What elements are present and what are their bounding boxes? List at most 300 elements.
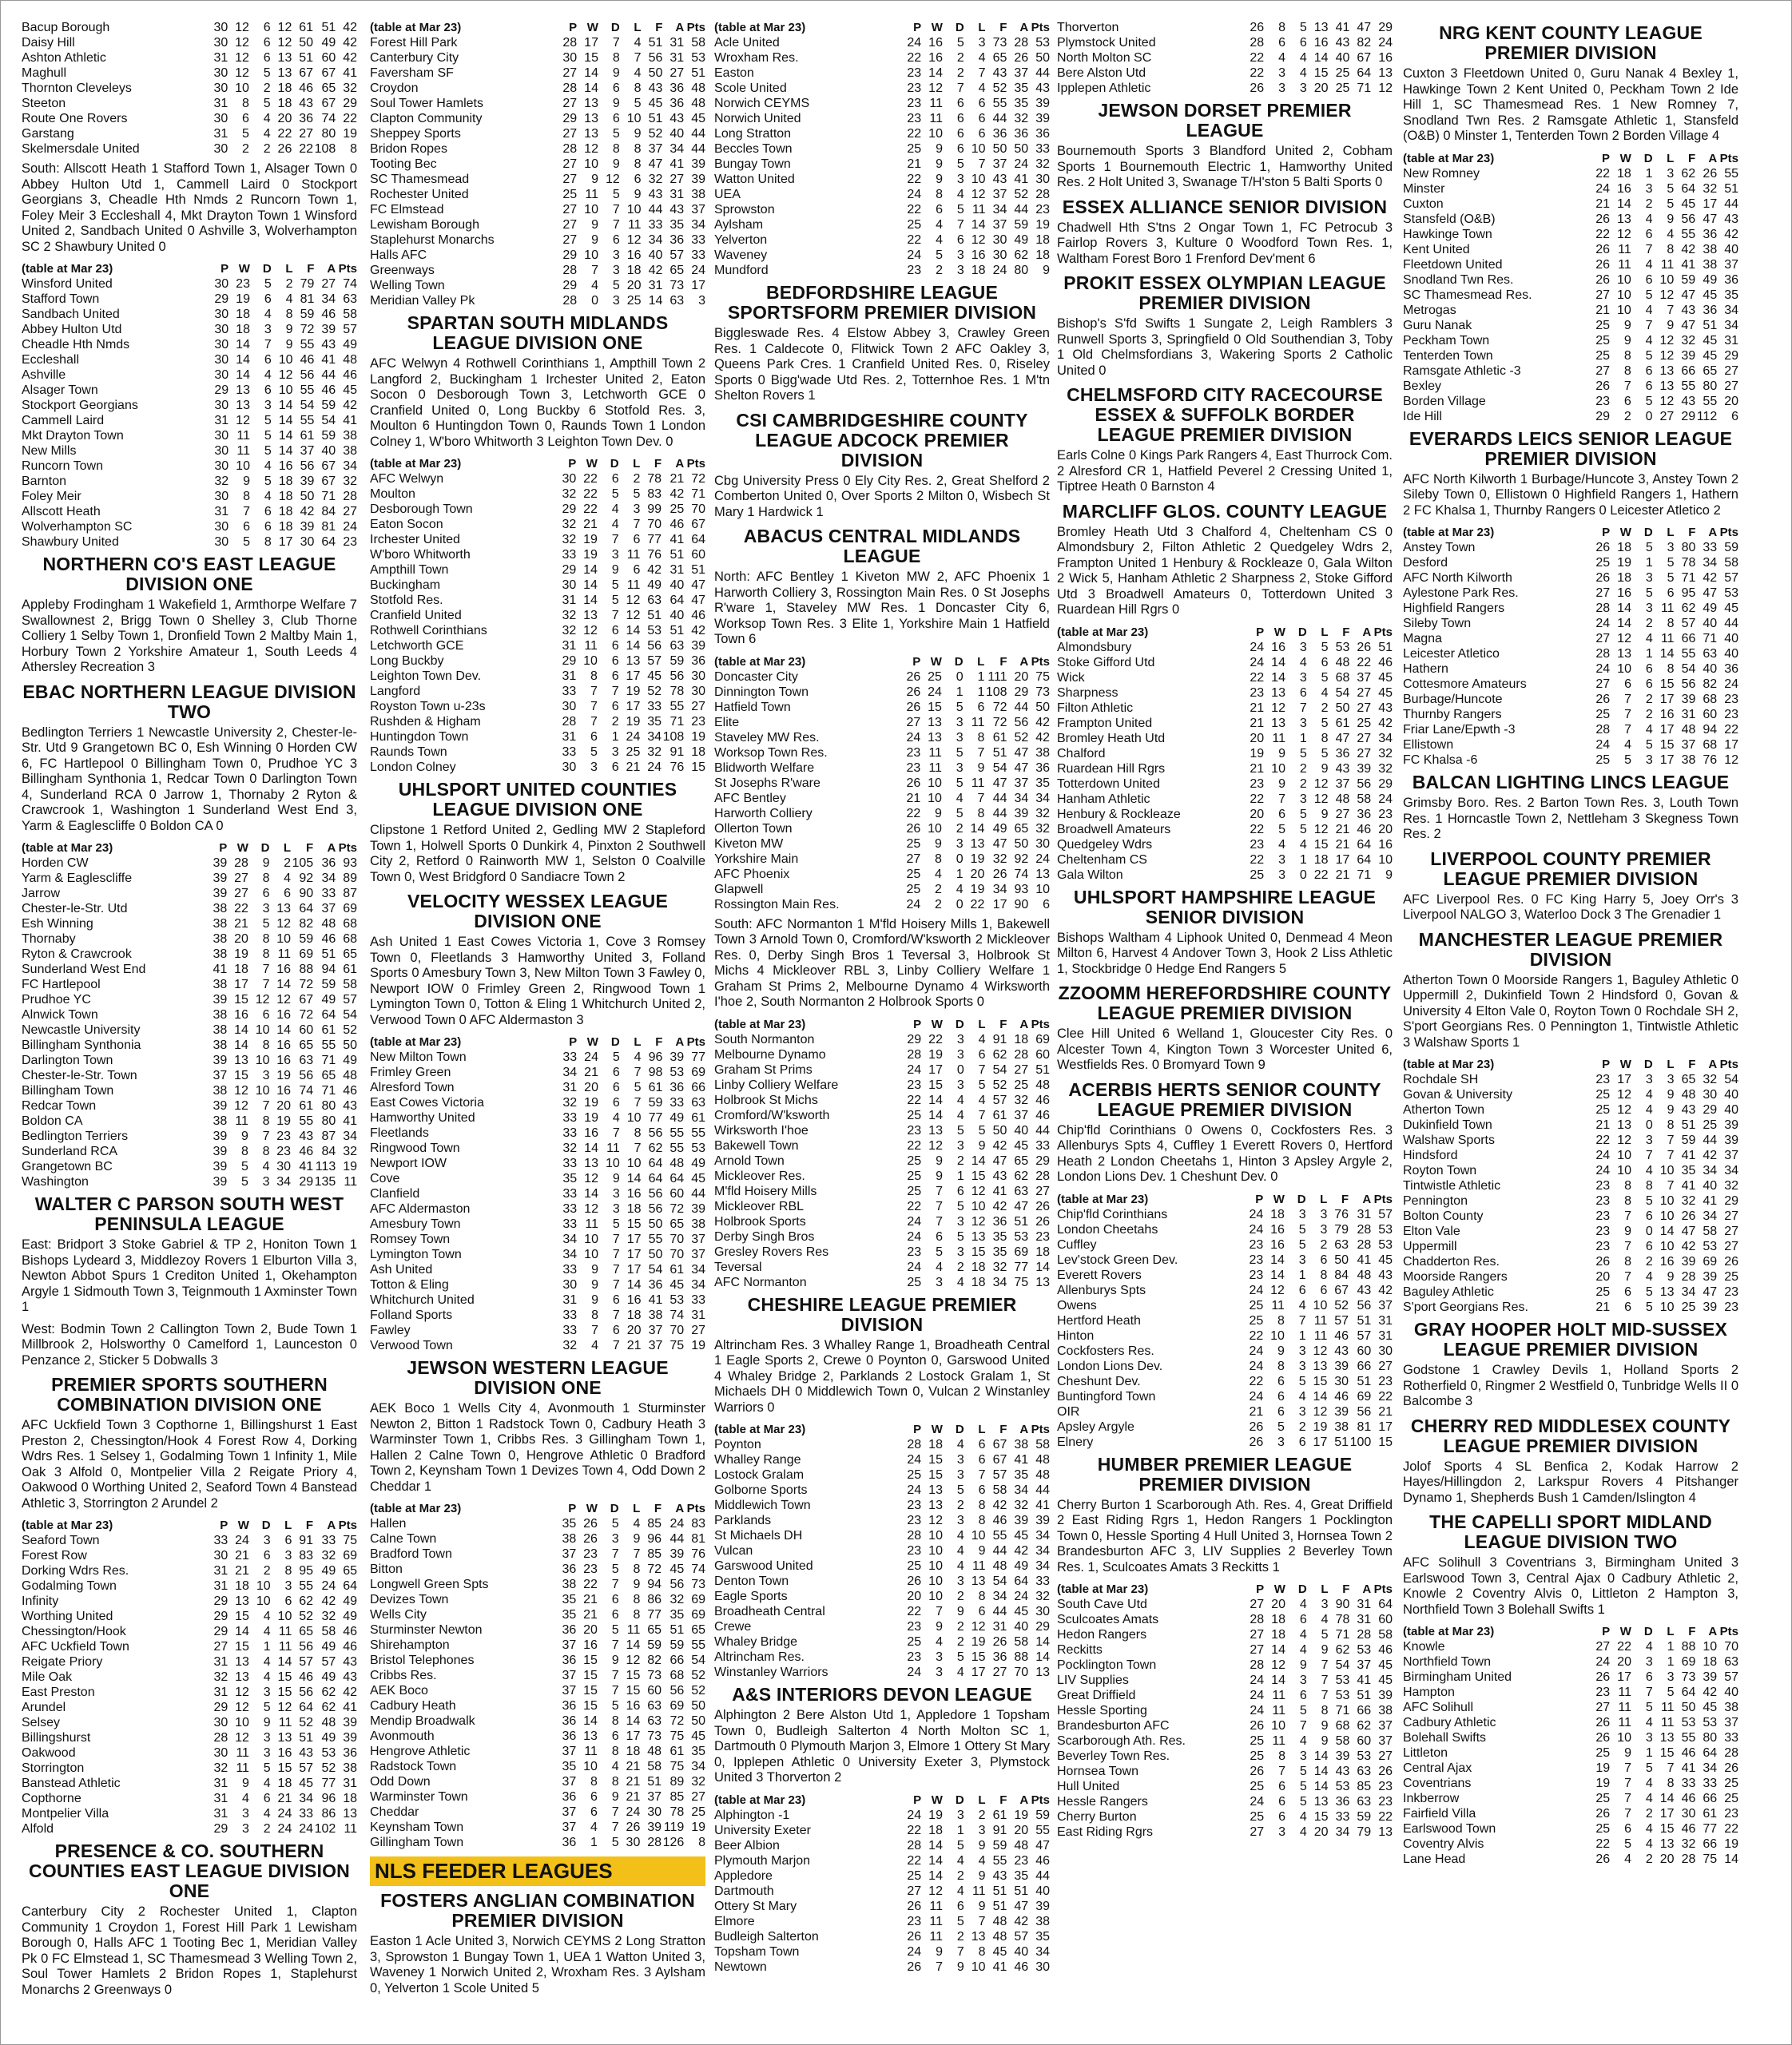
table-cell: 4 <box>263 112 271 125</box>
table-cell: 49 <box>321 36 336 50</box>
results-text: Cherry Burton 1 Scarborough Ath. Res. 4, Great Driffield 2 East Riding Rgrs 1, Hedon Rangers 1 Pocklington Town 0, Hessle Sporting 4 Hull United 3, Hornsea Town 2 Brandesburton AFC 3, LIV Supplies 2 Beverley Town Res. 1, Sculcoates Amats 3 Reckitts 1 <box>1057 1497 1393 1574</box>
table-cell: 18 <box>1035 1245 1050 1259</box>
table-cell: 53 <box>1724 586 1738 600</box>
table-cell: 30 <box>214 429 229 443</box>
table-cell: 32 <box>562 624 577 637</box>
table-cell: 5 <box>1298 1222 1306 1237</box>
team-name: Mundford <box>714 264 769 277</box>
table-cell: 41 <box>1335 21 1350 34</box>
table-cell: 53 <box>670 1293 685 1307</box>
team-name: Bexley <box>1403 379 1442 393</box>
team-name: Clapton Community <box>370 112 483 125</box>
table-cell: 15 <box>235 1610 249 1623</box>
table-cell: 3 <box>242 1807 249 1821</box>
table-cell: 77 <box>647 533 662 546</box>
table-cell: 7 <box>262 978 270 991</box>
team-name: Hornsea Town <box>1057 1765 1138 1778</box>
table-cell: 24 <box>626 730 641 744</box>
table-cell: 33 <box>1681 1777 1696 1790</box>
table-row <box>1403 1072 1738 1087</box>
table-cell: 9 <box>1623 333 1631 347</box>
table-cell: 39 <box>213 1175 228 1189</box>
table-cell: 44 <box>992 1605 1007 1618</box>
team-name: Irchester United <box>370 533 460 546</box>
table-cell: 34 <box>299 1792 314 1805</box>
table-row <box>370 157 705 172</box>
table-row <box>1403 1209 1738 1224</box>
table-cell: 74 <box>1014 867 1029 881</box>
table-cell: 39 <box>670 1050 685 1064</box>
table-cell: 20 <box>626 279 642 292</box>
table-cell: 30 <box>213 142 228 156</box>
table-cell: 14 <box>626 1638 641 1652</box>
table-cell: 7 <box>611 1669 619 1682</box>
table-cell: 11 <box>1313 1328 1328 1343</box>
table-row <box>370 1562 705 1577</box>
table-cell: 48 <box>1681 723 1696 737</box>
table-cell: 34 <box>1035 1559 1050 1573</box>
table-cell: 27 <box>1595 288 1610 302</box>
table-row <box>1403 1269 1738 1285</box>
table-cell: 27 <box>691 1324 705 1337</box>
table-cell: 7 <box>611 1578 619 1591</box>
table-cell: 27 <box>299 127 314 141</box>
table-cell: 57 <box>992 1093 1007 1107</box>
table-row <box>1057 837 1393 852</box>
table-cell: 27 <box>1595 677 1611 691</box>
table-cell: 5 <box>1624 1837 1631 1851</box>
league-table <box>714 1793 1050 1975</box>
league-table <box>370 1034 705 1353</box>
table-cell: 7 <box>590 685 598 698</box>
table-cell: 4 <box>1299 1643 1307 1657</box>
table-cell: 8 <box>1320 1268 1328 1282</box>
team-name: Mkt Drayton Town <box>22 429 124 443</box>
table-cell: 31 <box>648 279 663 292</box>
table-cell: 9 <box>285 323 293 336</box>
results-text: Alphington 2 Bere Alston Utd 1, Appledore 1 Topsham Town 0, Budleigh Salterton 4 North Molton SC 1, Dartmouth 0 Plymouth Marjon 3, Elmore 1 Ottery St Mary 0, Ipplepen Athletic 0 University Exeter 3, Plymstock United 3 Thorverton 2 <box>714 1708 1050 1785</box>
team-name: Cribbs Res. <box>370 1669 437 1682</box>
team-name: W'boro Whitworth <box>370 548 471 562</box>
table-cell: 9 <box>1623 318 1631 332</box>
table-cell: 43 <box>992 66 1007 80</box>
team-name: Elite <box>714 715 740 729</box>
table-cell: 21 <box>1595 303 1610 317</box>
table-cell: 31 <box>670 51 685 65</box>
table-cell: 13 <box>1035 1275 1050 1289</box>
table-cell: 3 <box>956 1453 964 1467</box>
table-cell: 32 <box>1681 1837 1696 1851</box>
table-row <box>22 428 357 443</box>
table-cell: 27 <box>691 1790 705 1804</box>
table-cell: 14 <box>1659 1792 1675 1805</box>
table-cell: 10 <box>605 1157 620 1170</box>
table-row <box>714 1108 1050 1123</box>
team-name: AFC Uckfield Town <box>22 1640 129 1654</box>
table-cell: 68 <box>1335 670 1350 685</box>
table-cell: 24 <box>1249 1207 1264 1221</box>
table-cell: 15 <box>691 760 705 774</box>
table-cell: 53 <box>1703 1240 1718 1253</box>
table-cell: 51 <box>1703 318 1718 332</box>
table-cell: 44 <box>1014 700 1029 714</box>
team-name: Billingham Synthonia <box>22 1038 141 1052</box>
table-cell: 47 <box>1014 745 1029 760</box>
table-cell: 56 <box>1357 1404 1372 1419</box>
table-row <box>714 685 1050 700</box>
table-cell: 3 <box>956 1138 964 1153</box>
table-row <box>370 1126 705 1141</box>
table-cell: 28 <box>1250 1658 1265 1672</box>
team-name: Runcorn Town <box>22 459 103 473</box>
table-cell: 35 <box>1724 288 1738 302</box>
table-row <box>22 962 357 977</box>
table-cell: 53 <box>691 1142 705 1155</box>
table-cell: 53 <box>670 1066 685 1079</box>
table-cell: 13 <box>1035 1666 1050 1679</box>
column-3 <box>714 18 1050 1979</box>
table-cell: 66 <box>1703 1837 1718 1851</box>
team-name: Burbage/Huncote <box>1403 693 1503 706</box>
table-cell: 5 <box>956 700 964 714</box>
table-cell: 35 <box>1014 1468 1029 1482</box>
table-cell: 6 <box>263 1792 271 1805</box>
table-cell: 25 <box>1595 1088 1611 1102</box>
table-row <box>22 489 357 504</box>
table-cell: 29 <box>562 112 578 125</box>
table-cell: 13 <box>928 1123 943 1138</box>
table-cell: 9 <box>1667 318 1675 332</box>
table-cell: 19 <box>1724 1837 1738 1851</box>
table-cell: 10 <box>277 1610 292 1623</box>
table-cell: 32 <box>562 533 577 546</box>
team-name: Bromley Heath Utd <box>1057 731 1166 745</box>
table-cell: 3 <box>612 1202 620 1216</box>
table-cell: 65 <box>1681 1073 1696 1086</box>
table-cell: 26 <box>277 142 292 156</box>
table-cell: 6 <box>1299 685 1307 700</box>
table-cell: 43 <box>343 1099 357 1113</box>
table-cell: 5 <box>956 1838 964 1852</box>
table-cell: 57 <box>321 1655 336 1669</box>
table-cell: 119 <box>663 1821 685 1834</box>
table-cell: 31 <box>1724 333 1738 347</box>
table-cell: 35 <box>1681 1164 1696 1177</box>
table-cell: 65 <box>670 264 685 277</box>
table-cell: 9 <box>591 1293 598 1307</box>
league-heading: JEWSON DORSET PREMIER LEAGUE <box>1098 100 1352 141</box>
team-name: Middlewich Town <box>714 1499 811 1512</box>
table-cell: 27 <box>1595 632 1611 645</box>
table-cell: 19 <box>928 1808 943 1822</box>
table-cell: 18 <box>277 97 292 110</box>
table-cell: 13 <box>626 654 641 668</box>
table-cell: 62 <box>648 1142 663 1155</box>
table-cell: 10 <box>1659 1240 1675 1253</box>
table-row <box>714 1513 1050 1528</box>
table-cell: 18 <box>971 1260 986 1274</box>
team-name: London Cheetahs <box>1057 1222 1158 1237</box>
table-cell: 27 <box>1357 731 1372 745</box>
table-cell: 10 <box>928 1559 943 1573</box>
table-cell: 18 <box>1617 571 1631 585</box>
table-cell: 33 <box>562 1324 578 1337</box>
table-cell: 25 <box>907 1108 922 1122</box>
table-cell: 30 <box>1035 173 1050 186</box>
table-cell: 33 <box>299 1807 314 1821</box>
table-row <box>22 50 357 66</box>
table-cell: 23 <box>907 1123 922 1138</box>
table-cell: 42 <box>321 1594 336 1608</box>
table-cell: 36 <box>1703 303 1718 317</box>
table-row <box>714 882 1050 897</box>
table-cell: 25 <box>907 1635 922 1649</box>
team-name: Mendip Broadwalk <box>370 1714 475 1728</box>
table-cell: 10 <box>971 1960 986 1974</box>
table-cell: 6 <box>612 1081 620 1094</box>
table-row <box>1403 288 1738 303</box>
table-cell: 38 <box>1703 257 1718 272</box>
table-cell: 47 <box>1357 21 1372 34</box>
table-cell: 5 <box>978 1123 986 1138</box>
table-cell: 26 <box>1681 1209 1696 1223</box>
league-heading: JEWSON WESTERN LEAGUE DIVISION ONE <box>407 1357 669 1398</box>
table-row <box>370 1262 705 1277</box>
table-cell: 4 <box>1645 632 1653 645</box>
table-cell: 35 <box>562 1172 578 1185</box>
table-row <box>22 1022 357 1038</box>
table-cell: 80 <box>1681 541 1696 554</box>
table-row <box>22 1174 357 1189</box>
table-cell: 13 <box>1035 867 1050 881</box>
table-cell: 44 <box>670 1532 685 1546</box>
table-row <box>1057 1359 1393 1374</box>
table-cell: 25 <box>1595 708 1611 721</box>
table-cell: 14 <box>234 1038 248 1052</box>
table-cell: 6 <box>956 97 964 110</box>
table-cell: 30 <box>1681 1807 1696 1821</box>
table-cell: 33 <box>562 1126 578 1140</box>
table-cell: 13 <box>970 836 985 851</box>
table-row <box>22 1578 357 1594</box>
table-cell: 2 <box>611 715 619 729</box>
table-cell: 13 <box>1659 1731 1675 1745</box>
table-cell: 13 <box>1659 363 1675 378</box>
table-cell: 30 <box>562 760 577 774</box>
table-cell: 56 <box>300 368 315 382</box>
table-cell: 23 <box>1724 1300 1738 1314</box>
table-cell: 7 <box>611 533 619 546</box>
table-cell: 26 <box>1249 1420 1264 1434</box>
table-cell: 37 <box>213 1069 228 1082</box>
table-cell: 12 <box>584 142 598 156</box>
table-cell: 5 <box>1645 348 1653 363</box>
table-cell: 19 <box>583 533 598 546</box>
table-cell: 26 <box>1595 1255 1611 1269</box>
table-cell: 6 <box>1299 36 1307 50</box>
table-cell: 29 <box>213 1594 228 1608</box>
table-cell: 41 <box>1681 1149 1696 1162</box>
table-cell: 60 <box>299 1023 314 1037</box>
team-name: Allscott Heath <box>22 505 101 518</box>
team-name: Wolverhampton SC <box>22 520 133 534</box>
table-cell: 17 <box>626 1263 642 1277</box>
table-row <box>370 35 705 50</box>
table-cell: 14 <box>278 429 293 443</box>
table-cell: 8 <box>698 1836 705 1849</box>
team-name: Pocklington Town <box>1057 1658 1157 1672</box>
table-cell: 48 <box>321 1716 336 1729</box>
table-cell: 30 <box>562 578 577 592</box>
table-cell: 74 <box>321 112 336 125</box>
team-name: Lev'stock Green Dev. <box>1057 1253 1178 1267</box>
table-row <box>370 1323 705 1338</box>
table-cell: 22 <box>907 51 922 65</box>
table-cell: 23 <box>1595 1209 1611 1223</box>
table-cell: 5 <box>956 157 964 171</box>
table-cell: 51 <box>992 1899 1007 1913</box>
team-name: Derby Singh Bros <box>714 1229 815 1244</box>
table-cell: 7 <box>936 1184 943 1198</box>
table-cell: 15 <box>1659 1746 1675 1760</box>
table-cell: 3 <box>1298 1207 1306 1221</box>
table-cell: 18 <box>971 1275 986 1289</box>
table-cell: 7 <box>612 1248 620 1261</box>
table-cell: 61 <box>299 1099 314 1113</box>
table-cell: 18 <box>1313 852 1329 867</box>
table-cell: 23 <box>907 112 922 125</box>
table-cell: 3 <box>698 294 705 308</box>
column-4 <box>1057 18 1393 1844</box>
table-cell: 15 <box>1313 1374 1328 1388</box>
table-cell: 26 <box>583 1517 598 1531</box>
table-cell: 30 <box>213 66 228 80</box>
table-cell: 60 <box>321 51 336 65</box>
table-cell: 5 <box>1298 1237 1306 1252</box>
table-cell: 25 <box>562 188 578 201</box>
league-heading: PREMIER SPORTS SOUTHERN COMBINATION DIVISION ONE <box>51 1374 328 1415</box>
table-row <box>1057 1703 1393 1718</box>
table-cell: 32 <box>343 1145 357 1158</box>
table-cell: 66 <box>1681 632 1696 645</box>
table-cell: 86 <box>647 1593 662 1606</box>
table-header-row: (table at Mar 23) P W D L F A Pts <box>22 262 357 276</box>
team-name: Littleton <box>1403 1746 1448 1760</box>
table-header-row: (table at Mar 23) P W D L F A Pts <box>1403 1058 1738 1071</box>
table-cell: 10 <box>1271 1719 1285 1733</box>
table-cell: 49 <box>343 1054 357 1067</box>
table-cell: 24 <box>992 264 1007 277</box>
table-cell: 5 <box>633 487 641 501</box>
table-cell: 9 <box>262 856 270 870</box>
table-cell: 44 <box>1724 197 1738 211</box>
table-cell: 35 <box>1035 776 1050 790</box>
table-cell: 14 <box>236 353 250 367</box>
table-cell: 18 <box>626 1308 642 1322</box>
table-cell: 44 <box>1035 1123 1050 1138</box>
team-name: London Colney <box>370 760 456 774</box>
table-cell: 5 <box>263 97 271 110</box>
table-cell: 4 <box>263 127 271 141</box>
table-cell: 12 <box>277 21 292 34</box>
table-cell: 10 <box>1659 272 1675 287</box>
team-name: Steeton <box>22 97 66 110</box>
table-cell: 2 <box>956 1620 964 1634</box>
table-cell: 8 <box>1321 1704 1329 1717</box>
table-cell: 29 <box>214 383 229 397</box>
table-cell: 64 <box>299 902 314 915</box>
table-cell: 43 <box>343 1670 357 1684</box>
table-cell: 6 <box>1299 1613 1307 1626</box>
table-cell: 45 <box>1378 685 1393 700</box>
team-name: Jarrow <box>22 887 61 900</box>
table-header-row: (table at Mar 23) P W D L F A Pts <box>1057 1582 1393 1596</box>
table-cell: 39 <box>213 1054 228 1067</box>
team-name: Leighton Town Dev. <box>370 669 482 683</box>
table-row <box>22 1624 357 1639</box>
table-cell: 7 <box>262 1099 270 1113</box>
table-cell: 40 <box>1724 1686 1738 1699</box>
table-cell: 2 <box>263 1564 271 1578</box>
table-cell: 30 <box>213 81 228 95</box>
table-cell: 5 <box>612 1050 620 1064</box>
table-cell: 5 <box>612 127 620 141</box>
table-cell: 7 <box>977 745 985 760</box>
table-cell: 7 <box>1623 379 1631 393</box>
table-cell: 9 <box>1321 1719 1329 1733</box>
table-cell: 90 <box>299 887 314 900</box>
table-cell: 46 <box>321 932 336 946</box>
table-cell: 64 <box>1014 1574 1029 1588</box>
table-cell: 45 <box>299 1777 314 1790</box>
team-name: Elton Vale <box>1403 1225 1460 1238</box>
team-name: Ampthill Town <box>370 563 449 577</box>
table-cell: 26 <box>1249 1435 1264 1449</box>
table-cell: 45 <box>670 1563 685 1576</box>
table-cell: 58 <box>1014 1635 1029 1649</box>
table-cell: 29 <box>1703 1103 1718 1117</box>
column-2 <box>370 18 705 2003</box>
table-row <box>22 1715 357 1730</box>
table-cell: 6 <box>611 639 619 653</box>
table-cell: 6 <box>1645 1670 1653 1684</box>
team-name: Chip'fld Corinthians <box>1057 1207 1168 1221</box>
team-name: Hull United <box>1057 1780 1120 1793</box>
table-cell: 72 <box>670 1202 685 1216</box>
table-cell: 16 <box>277 1746 292 1760</box>
table-cell: 11 <box>929 97 943 110</box>
team-name: AFC Solihull <box>1403 1701 1474 1714</box>
table-cell: 26 <box>1595 379 1610 393</box>
table-cell: 47 <box>1014 1199 1029 1213</box>
table-cell: 5 <box>978 1078 986 1092</box>
table-cell: 59 <box>1724 541 1738 554</box>
table-cell: 8 <box>1278 21 1285 34</box>
table-row <box>370 1065 705 1080</box>
table-cell: 39 <box>213 1099 228 1113</box>
team-name: Montpelier Villa <box>22 1807 109 1821</box>
table-cell: 31 <box>343 1777 357 1790</box>
table-row <box>1057 1673 1393 1688</box>
table-cell: 29 <box>343 97 357 110</box>
table-cell: 15 <box>584 51 598 65</box>
league-heading: EBAC NORTHERN LEAGUE DIVISION TWO <box>22 681 356 722</box>
table-cell: 67 <box>299 66 314 80</box>
table-cell: 13 <box>235 1594 249 1608</box>
table-cell: 87 <box>343 887 357 900</box>
table-row <box>714 1214 1050 1229</box>
team-name: Hedon Rangers <box>1057 1628 1147 1642</box>
